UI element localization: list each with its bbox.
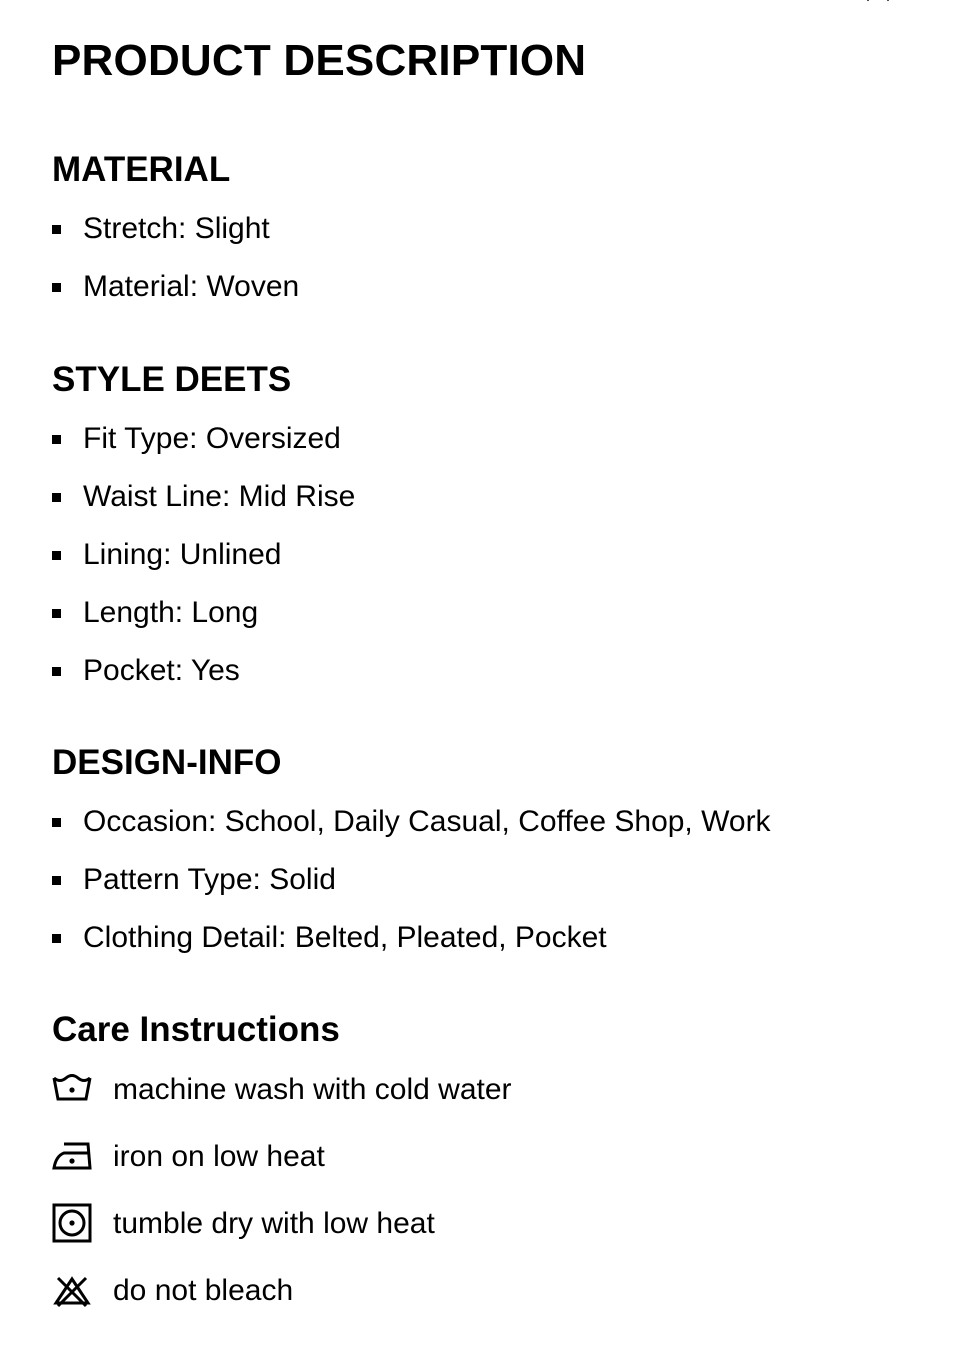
collapse-chevron-icon[interactable] [852,0,904,4]
care-item [52,1056,932,1123]
bullet-icon [52,493,61,502]
care-item-text: do not bleach [113,1274,294,1307]
style-section [52,358,932,700]
list-item [52,200,932,258]
bullet-icon [52,435,61,444]
list-item [52,410,932,468]
care-item [52,1190,932,1257]
list-item-text: Clothing Detail: Belted, Pleated, Pocket [83,921,607,954]
bullet-icon [52,225,61,234]
iron-low-heat-icon [52,1136,92,1176]
page-title: PRODUCT DESCRIPTION [52,36,587,85]
list-item [52,851,932,909]
bullet-icon [52,818,61,827]
list-item [52,642,932,700]
list-item [52,909,932,967]
design-heading: DESIGN-INFO [52,743,282,782]
tumble-dry-low-icon [52,1203,92,1243]
list-item [52,258,932,316]
list-item-text: Pocket: Yes [83,654,240,687]
list-item-text: Length: Long [83,596,259,629]
list-item [52,468,932,526]
bullet-icon [52,667,61,676]
care-heading: Care Instructions [52,1010,340,1049]
care-section [52,1008,932,1324]
list-item [52,584,932,642]
list-item-text: Fit Type: Oversized [83,422,341,455]
bullet-icon [52,609,61,618]
list-item-text: Waist Line: Mid Rise [83,480,356,513]
care-item-text: iron on low heat [113,1140,325,1173]
bullet-icon [52,283,61,292]
design-section [52,741,932,967]
wash-cold-icon [52,1069,92,1109]
care-item [52,1123,932,1190]
list-item-text: Lining: Unlined [83,538,282,571]
style-heading: STYLE DEETS [52,360,292,399]
list-item-text: Material: Woven [83,270,300,303]
care-item [52,1257,932,1324]
bullet-icon [52,876,61,885]
list-item-text: Occasion: School, Daily Casual, Coffee Shop, Work [83,805,771,838]
material-heading: MATERIAL [52,150,231,189]
list-item [52,793,932,851]
do-not-bleach-icon [52,1270,92,1310]
material-section [52,148,932,316]
list-item [52,526,932,584]
bullet-icon [52,551,61,560]
bullet-icon [52,934,61,943]
care-item-text: tumble dry with low heat [113,1207,435,1240]
list-item-text: Pattern Type: Solid [83,863,336,896]
care-item-text: machine wash with cold water [113,1073,512,1106]
list-item-text: Stretch: Slight [83,212,270,245]
